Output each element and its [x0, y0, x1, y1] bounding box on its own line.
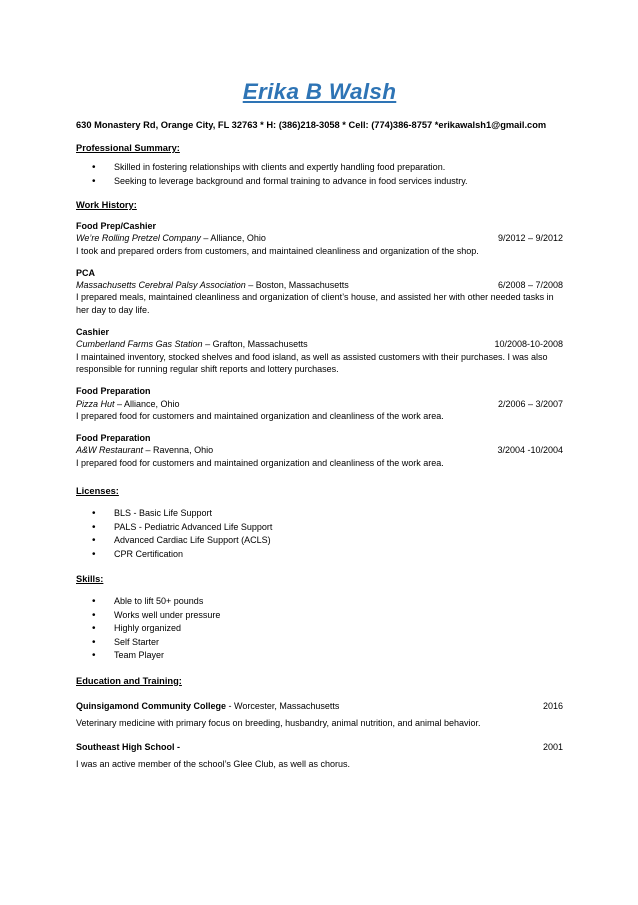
school-name: Southeast High School - [76, 742, 181, 753]
education-description: I was an active member of the school’s Glee Club, as well as chorus. [76, 759, 350, 770]
bullet-icon: • [92, 535, 96, 547]
job-description: I prepared food for customers and maintained organization and cleanliness of the work area. [76, 457, 444, 468]
bullet-icon: • [92, 162, 96, 173]
bullet-icon: • [92, 609, 96, 621]
education-heading: Education and Training: [76, 675, 182, 686]
work-history-heading: Work History: [76, 200, 137, 210]
bullet-icon: • [92, 636, 96, 648]
bullet-icon: • [92, 596, 96, 608]
list-item: • Advanced Cardiac Life Support (ACLS) [92, 535, 271, 547]
contact-line: 630 Monastery Rd, Orange City, FL 32763 * H: (386)218-3058 * Cell: (774)386-8757 *erikawalsh1@gmail.com [76, 120, 547, 130]
bullet-icon: • [92, 521, 96, 533]
job-description: I took and prepared orders from customers, and maintained cleanliness and organization of the shop. [76, 245, 479, 256]
skills-list [76, 595, 563, 663]
job-location: – Grafton, Massachusetts [202, 339, 308, 350]
education-year: 2016 [542, 700, 563, 711]
job-company: A&W Restaurant [76, 445, 144, 456]
list-item: • Highly organized [92, 623, 182, 635]
job-entry [76, 432, 563, 469]
job-entry [76, 220, 563, 257]
education-description: Veterinary medicine with primary focus on breeding, husbandry, animal nutrition, and animal behavior. [76, 717, 481, 728]
list-item: • CPR Certification [92, 548, 184, 560]
bullet-icon: • [92, 175, 96, 187]
education-year: 2001 [542, 742, 563, 753]
summary-list [76, 161, 563, 188]
job-title: Food Prep/Cashier [76, 221, 157, 231]
skills-heading: Skills: [76, 574, 104, 585]
job-company: Pizza Hut [76, 398, 115, 409]
job-dates: 9/2012 – 9/2012 [497, 233, 563, 244]
list-item: • Skilled in fostering relationships with clients and expertly handling food preparation. [92, 162, 446, 173]
list-item: • Self Starter [92, 636, 160, 648]
licenses-heading: Licenses: [76, 486, 119, 497]
list-item: • Team Player [92, 650, 165, 662]
list-item: • Able to lift 50+ pounds [92, 596, 204, 608]
job-location: – Alliance, Ohio [200, 233, 266, 244]
job-entry [76, 326, 563, 375]
job-description: I prepared food for customers and maintained organization and cleanliness of the work area. [76, 410, 444, 421]
bullet-icon: • [92, 508, 96, 520]
bullet-icon: • [92, 650, 96, 662]
job-title: Food Preparation [76, 433, 151, 444]
job-title: PCA [76, 267, 96, 278]
job-company: Massachusetts Cerebral Palsy Association [76, 280, 246, 291]
summary-heading: Professional Summary: [76, 143, 180, 153]
school-location: - Worcester, Massachusetts [226, 700, 340, 711]
job-dates: 3/2004 -10/2004 [497, 445, 563, 456]
resume-name: Erika B Walsh [242, 79, 397, 104]
bullet-icon: • [92, 548, 96, 560]
job-entry [76, 267, 563, 316]
job-description: I prepared meals, maintained cleanliness and organization of client’s house, and assisted her with other needed tasks in her day to day life. [76, 292, 554, 315]
licenses-list [76, 507, 563, 561]
job-description: I maintained inventory, stocked shelves and food island, as well as assisted customers with their purchases. I was also responsible for running regular shift reports and lottery purchases. [76, 351, 548, 374]
job-company: Cumberland Farms Gas Station [76, 339, 203, 350]
education-entry [76, 741, 563, 771]
job-dates: 2/2006 – 3/2007 [497, 398, 563, 409]
list-item: • Seeking to leverage background and formal training to advance in food services industry. [92, 175, 468, 187]
list-item: • PALS - Pediatric Advanced Life Support [92, 521, 273, 533]
education-entry [76, 700, 563, 730]
list-item: • BLS - Basic Life Support [92, 508, 213, 520]
job-location: – Ravenna, Ohio [143, 445, 214, 456]
school-name: Quinsigamond Community College [76, 700, 227, 711]
resume-page [0, 79, 638, 905]
bullet-icon: • [92, 623, 96, 635]
job-location: – Alliance, Ohio [114, 398, 180, 409]
job-title: Cashier [76, 327, 110, 338]
job-location: – Boston, Massachusetts [245, 280, 349, 291]
job-company: We’re Rolling Pretzel Company [76, 233, 201, 244]
job-dates: 10/2008-10-2008 [494, 339, 563, 350]
job-entry [76, 385, 563, 422]
job-dates: 6/2008 – 7/2008 [497, 280, 563, 291]
list-item: • Works well under pressure [92, 609, 221, 621]
job-title: Food Preparation [76, 386, 151, 397]
